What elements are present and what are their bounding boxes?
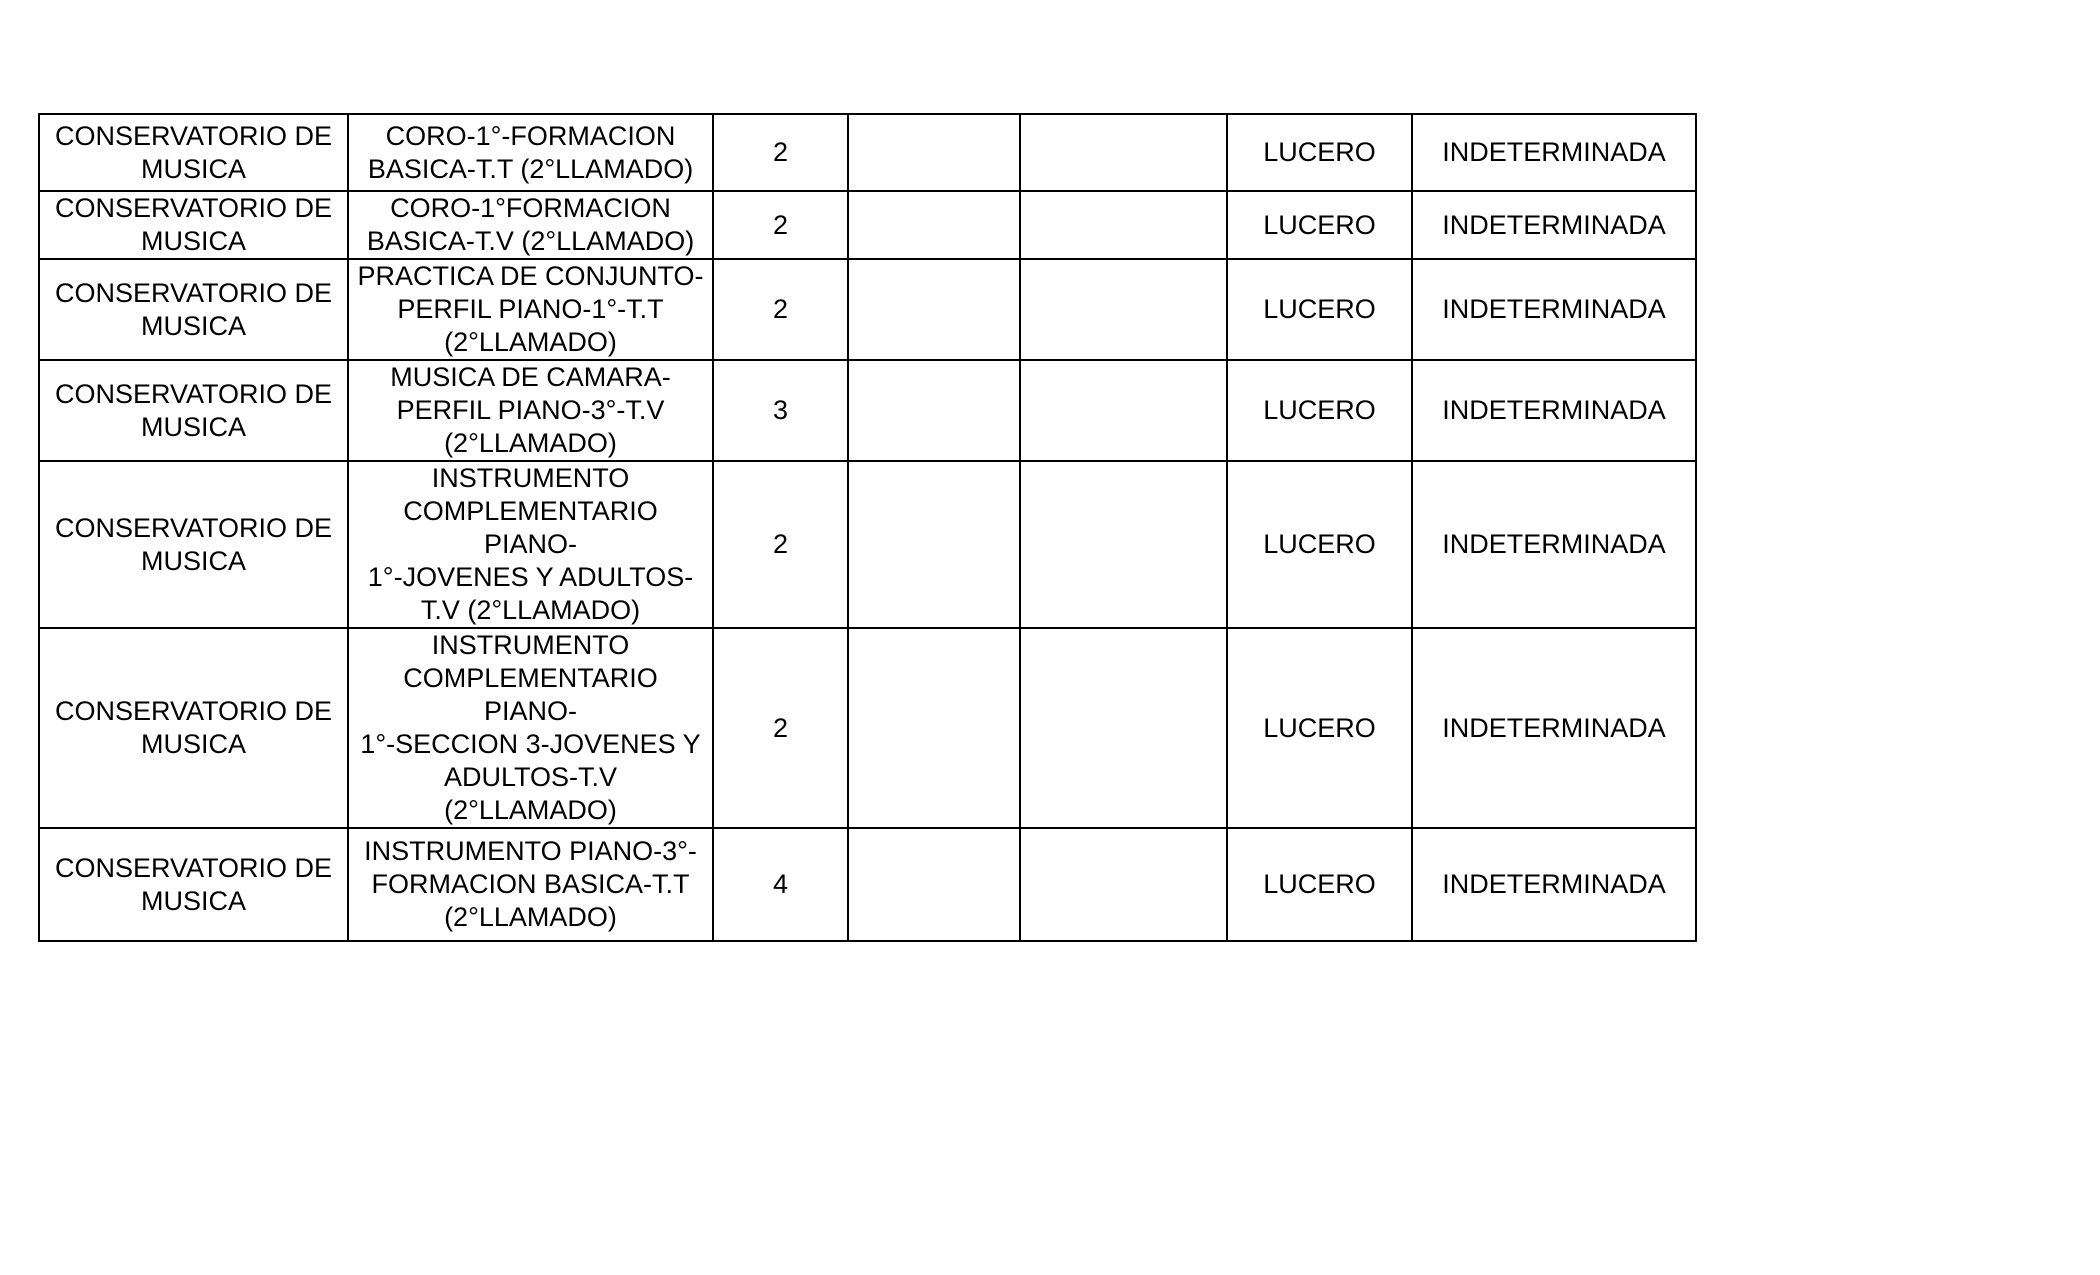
empty-cell	[848, 828, 1020, 941]
status-cell: INDETERMINADA	[1412, 828, 1696, 941]
empty-cell	[1020, 191, 1227, 259]
table-row	[39, 828, 1696, 941]
hours-cell: 2	[713, 628, 848, 828]
empty-cell	[1020, 461, 1227, 628]
hours-cell: 4	[713, 828, 848, 941]
location-cell: LUCERO	[1227, 461, 1412, 628]
empty-cell	[848, 259, 1020, 360]
status-cell: INDETERMINADA	[1412, 360, 1696, 461]
institution-cell: CONSERVATORIO DE MUSICA	[39, 828, 348, 941]
empty-cell	[1020, 628, 1227, 828]
location-cell: LUCERO	[1227, 360, 1412, 461]
empty-cell	[1020, 259, 1227, 360]
institution-cell: CONSERVATORIO DE MUSICA	[39, 191, 348, 259]
hours-cell: 2	[713, 259, 848, 360]
hours-cell: 3	[713, 360, 848, 461]
empty-cell	[848, 628, 1020, 828]
hours-cell: 2	[713, 461, 848, 628]
institution-cell: CONSERVATORIO DE MUSICA	[39, 360, 348, 461]
location-cell: LUCERO	[1227, 114, 1412, 191]
table-row	[39, 360, 1696, 461]
subject-cell: INSTRUMENTO COMPLEMENTARIO PIANO- 1°-JOVENES Y ADULTOS- T.V (2°LLAMADO)	[348, 461, 713, 628]
table-row	[39, 628, 1696, 828]
empty-cell	[1020, 828, 1227, 941]
table-row	[39, 114, 1696, 191]
table-row	[39, 259, 1696, 360]
table-row	[39, 461, 1696, 628]
status-cell: INDETERMINADA	[1412, 191, 1696, 259]
subject-cell: CORO-1°FORMACION BASICA-T.V (2°LLAMADO)	[348, 191, 713, 259]
institution-cell: CONSERVATORIO DE MUSICA	[39, 114, 348, 191]
subject-cell: INSTRUMENTO PIANO-3°- FORMACION BASICA-T.T (2°LLAMADO)	[348, 828, 713, 941]
vacancies-table	[38, 113, 1697, 942]
status-cell: INDETERMINADA	[1412, 114, 1696, 191]
subject-cell: CORO-1°-FORMACION BASICA-T.T (2°LLAMADO)	[348, 114, 713, 191]
institution-cell: CONSERVATORIO DE MUSICA	[39, 461, 348, 628]
institution-cell: CONSERVATORIO DE MUSICA	[39, 259, 348, 360]
hours-cell: 2	[713, 191, 848, 259]
empty-cell	[1020, 114, 1227, 191]
empty-cell	[848, 461, 1020, 628]
hours-cell: 2	[713, 114, 848, 191]
location-cell: LUCERO	[1227, 628, 1412, 828]
subject-cell: PRACTICA DE CONJUNTO- PERFIL PIANO-1°-T.T (2°LLAMADO)	[348, 259, 713, 360]
empty-cell	[848, 191, 1020, 259]
empty-cell	[848, 360, 1020, 461]
empty-cell	[848, 114, 1020, 191]
location-cell: LUCERO	[1227, 191, 1412, 259]
subject-cell: MUSICA DE CAMARA- PERFIL PIANO-3°-T.V (2°LLAMADO)	[348, 360, 713, 461]
location-cell: LUCERO	[1227, 828, 1412, 941]
empty-cell	[1020, 360, 1227, 461]
location-cell: LUCERO	[1227, 259, 1412, 360]
subject-cell: INSTRUMENTO COMPLEMENTARIO PIANO- 1°-SECCION 3-JOVENES Y ADULTOS-T.V (2°LLAMADO)	[348, 628, 713, 828]
status-cell: INDETERMINADA	[1412, 259, 1696, 360]
institution-cell: CONSERVATORIO DE MUSICA	[39, 628, 348, 828]
table-row	[39, 191, 1696, 259]
status-cell: INDETERMINADA	[1412, 461, 1696, 628]
status-cell: INDETERMINADA	[1412, 628, 1696, 828]
